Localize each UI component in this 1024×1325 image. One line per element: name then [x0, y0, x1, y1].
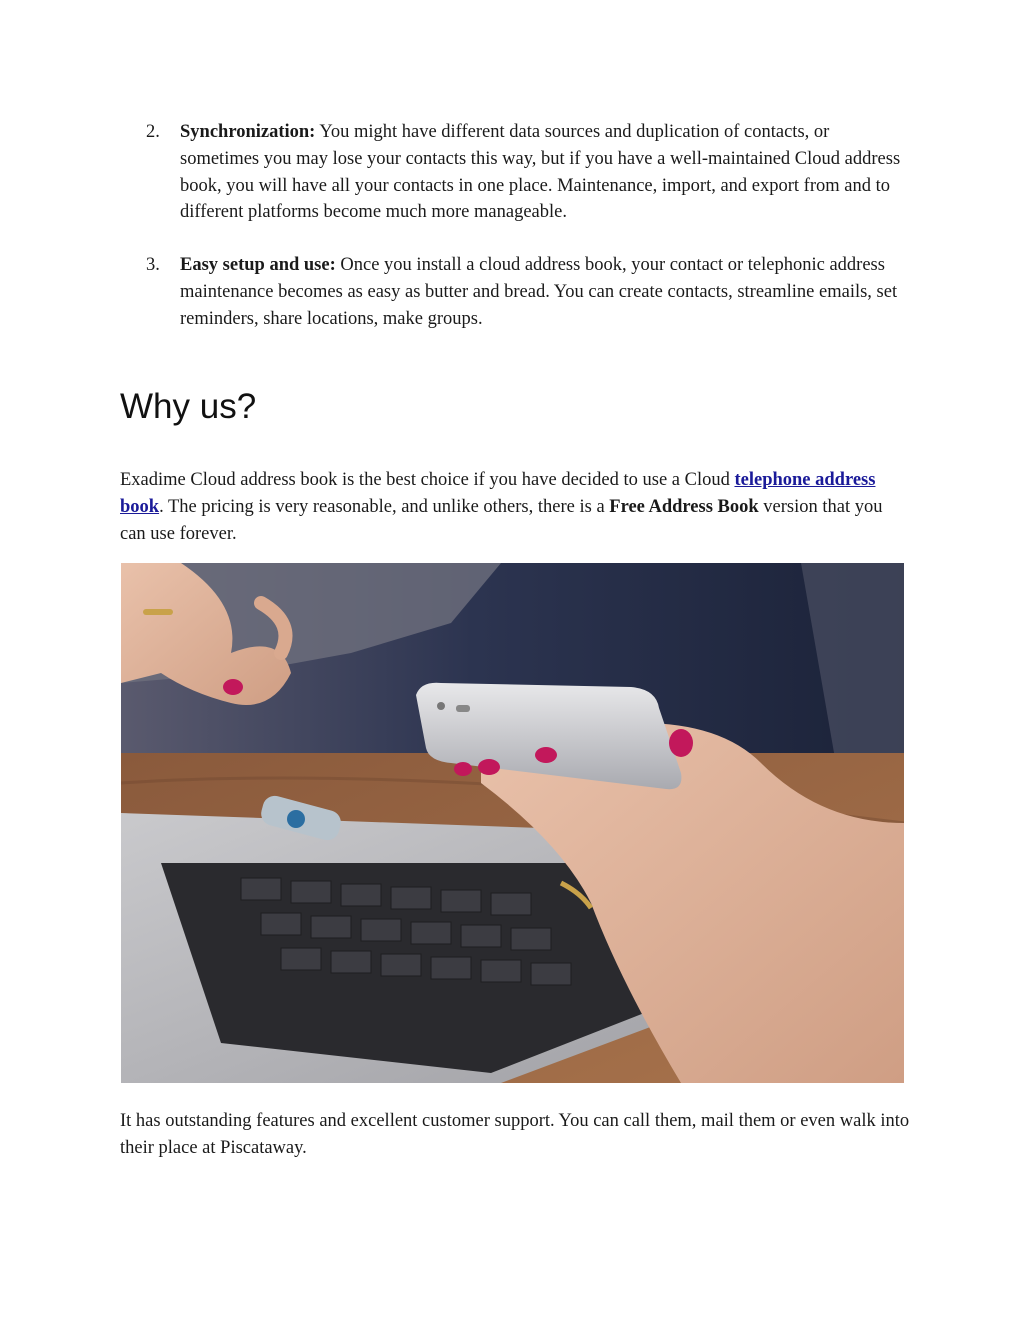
list-item-text: You might have different data sources and duplication of contacts, or sometimes you may lose your contacts this way, but if you have a well-maintained Cloud address book, you will have all your contacts in one place. Maintenance, import, and export from and to different platforms become much more manageable.	[180, 122, 901, 223]
closing-paragraph: It has outstanding features and excellent customer support. You can call them, mail them or even walk into their place at Piscataway.	[120, 1111, 910, 1158]
list-item-title: Synchronization:	[180, 122, 316, 142]
feature-list	[146, 119, 916, 333]
intro-text-end: version that you can use forever.	[120, 496, 883, 544]
list-item-synchronization	[146, 119, 916, 226]
list-body	[180, 119, 910, 226]
list-body	[180, 252, 910, 332]
telephone-address-book-link[interactable]: telephone address book	[120, 470, 876, 517]
list-item-text: Once you install a cloud address book, your contact or telephonic address maintenance becomes as easy as butter and bread. You can create contacts, streamline emails, set reminders, share locations, make groups.	[180, 255, 898, 329]
free-address-book-bold: Free Address Book	[609, 496, 759, 517]
list-item-title: Easy setup and use:	[180, 255, 336, 276]
list-number: 3.	[146, 255, 160, 276]
intro-text-after: . The pricing is very reasonable, and unlike others, there is a	[159, 496, 610, 517]
section-heading: Why us?	[120, 387, 257, 426]
intro-text-before: Exadime Cloud address book is the best choice if you have decided to use a Cloud	[120, 470, 735, 490]
intro-paragraph	[120, 467, 910, 547]
list-number: 2.	[146, 122, 160, 142]
list-item-easy-setup	[146, 252, 916, 332]
laptop-phone-photo	[121, 563, 904, 1083]
